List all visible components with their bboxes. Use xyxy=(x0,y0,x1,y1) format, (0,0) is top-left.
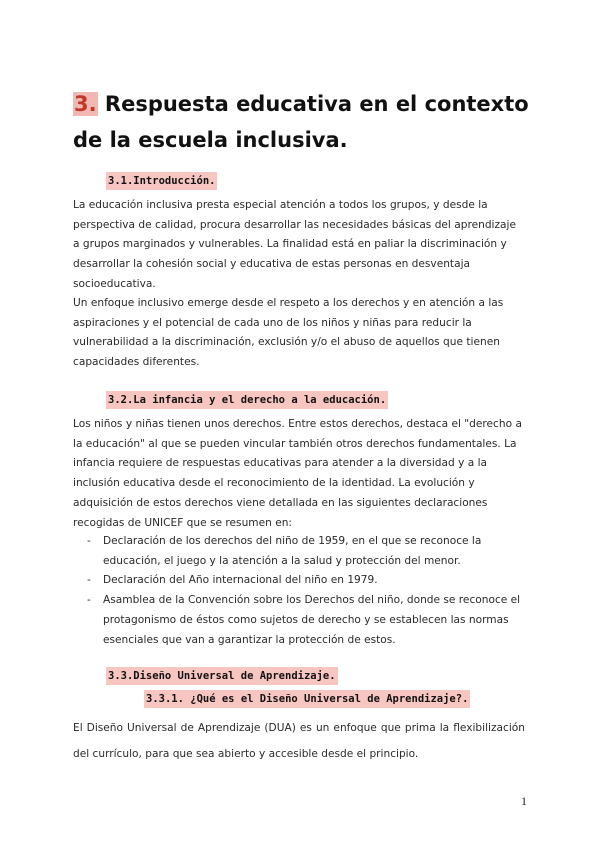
list-item-text: Declaración del Año internacional del niño en 1979. xyxy=(103,574,378,587)
list-item xyxy=(73,571,528,591)
title-number: 3. xyxy=(74,92,97,116)
bullet-dash: - xyxy=(87,535,91,547)
list-item xyxy=(73,532,528,571)
paragraph-introduccion-2: Un enfoque inclusivo emerge desde el respeto a los derechos y en atención a las aspiraciones y el potencial de cada uno de los niños y niñas para reducir la vulnerabilidad a la discriminación, exclusión y/o el abuso de aquellos que tienen capacidades diferentes. xyxy=(73,297,504,369)
list-item-text: Declaración de los derechos del niño de 1959, en el que se reconoce la educación, el juego y la atención a la salud y protección del menor. xyxy=(103,535,482,567)
page-number: 1 xyxy=(521,794,527,808)
paragraph-infancia: Los niños y niñas tienen unos derechos. Entre estos derechos, destaca el "derecho a la educación" al que se pueden vincular también otros derechos fundamentales. La infancia requiere de respuestas educativas para atender a la diversidad y a la inclusión educativa desde el reconocimiento de la identidad. La evolución y adquisición de estos derechos viene detallada en las siguientes declaraciones recogidas de UNICEF que se resumen en: xyxy=(73,418,522,529)
title-text: Respuesta educativa en el contexto de la escuela inclusiva. xyxy=(73,92,529,152)
page-title xyxy=(73,86,533,158)
list-item xyxy=(73,591,528,650)
bullet-dash: - xyxy=(87,594,91,607)
subsection-heading-que-es-dua: 3.3.1. ¿Qué es el Diseño Universal de Aprendizaje?. xyxy=(144,690,470,708)
section-heading-introduccion: 3.1.Introducción. xyxy=(106,172,217,190)
paragraph-introduccion-1: La educación inclusiva presta especial atención a todos los grupos, y desde la perspectiva de calidad, procura desarrollar las necesidades básicas del aprendizaje a grupos marginados y vulnerables. La finalidad está en paliar la discriminación y desarrollar la cohesión social y educativa de estas personas en desventaja socioeducativa. xyxy=(73,199,516,290)
declarations-list xyxy=(73,532,528,650)
section-heading-dua: 3.3.Diseño Universal de Aprendizaje. xyxy=(106,667,338,685)
section-heading-infancia: 3.2.La infancia y el derecho a la educación. xyxy=(106,391,388,409)
paragraph-dua: El Diseño Universal de Aprendizaje (DUA) es un enfoque que prima la flexibilización del currículo, para que sea abierto y accesible desde el principio. xyxy=(73,722,525,760)
list-item-text: Asamblea de la Convención sobre los Derechos del niño, donde se reconoce el protagonismo de éstos como sujetos de derecho y se establecen las normas esenciales que van a garantizar la protección de estos. xyxy=(103,594,521,646)
bullet-dash: - xyxy=(87,574,91,587)
